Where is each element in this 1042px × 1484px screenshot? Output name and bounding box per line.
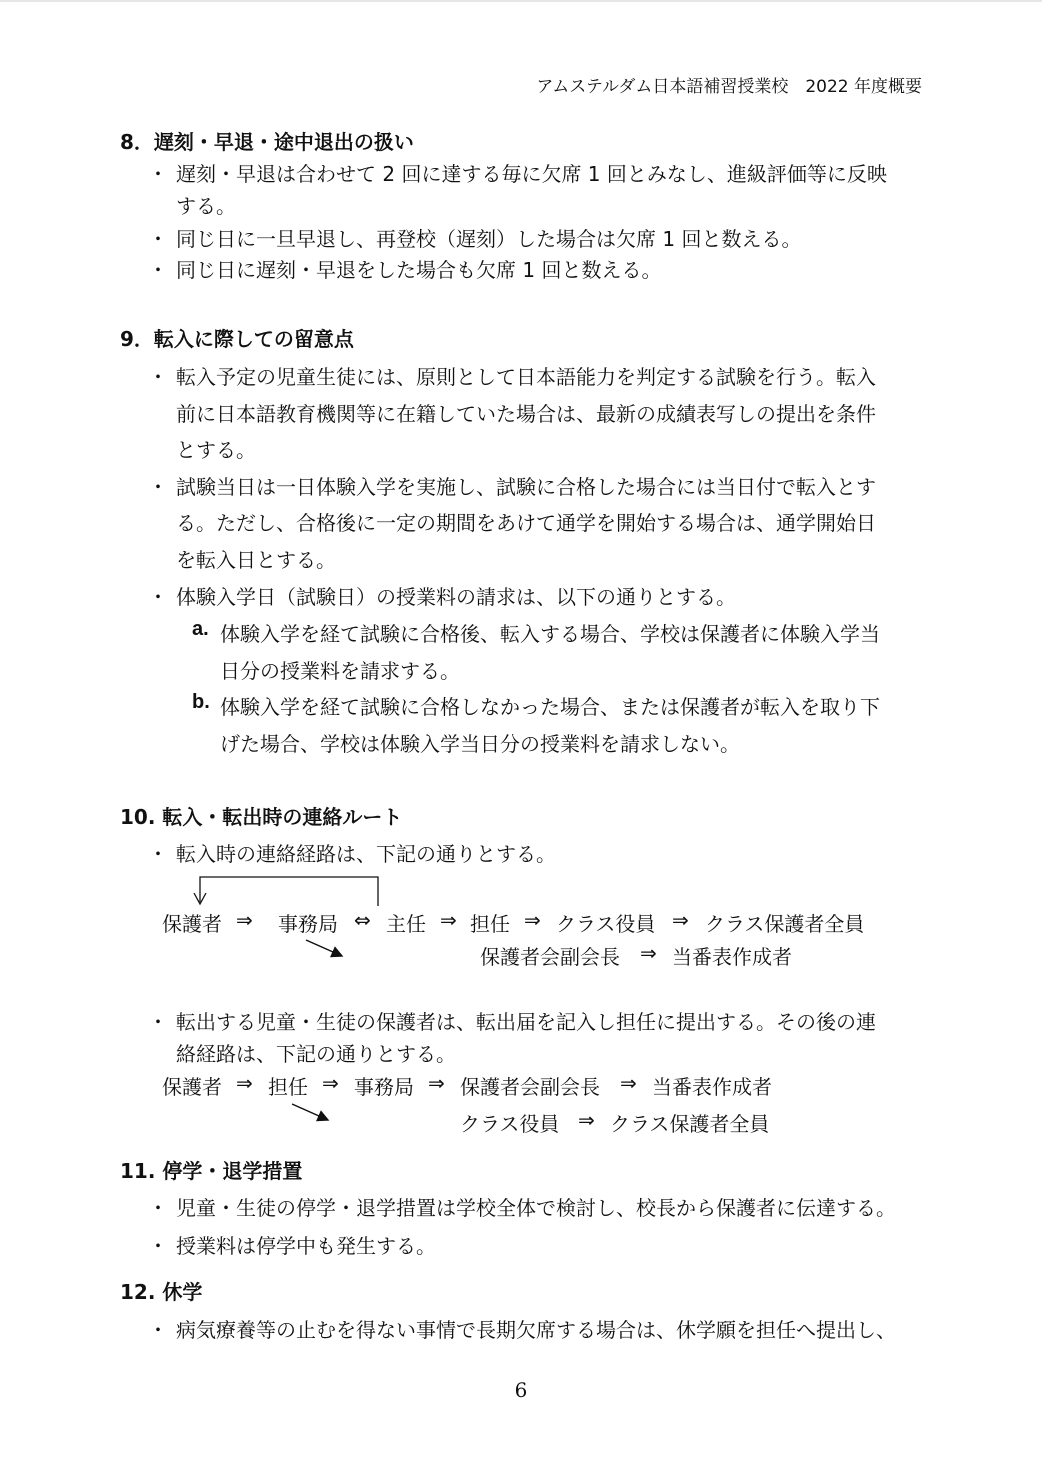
list-item: 転出する児童・生徒の保護者は、転出届を記入し担任に提出する。その後の連 (176, 1010, 876, 1034)
arrow-icon: ⇒ (672, 908, 689, 932)
flow-node: 担任 (268, 1075, 308, 1099)
subitem: 体験入学を経て試験に合格後、転入する場合、学校は保護者に体験入学当 (220, 622, 880, 646)
list-item-cont: 前に日本語教育機関等に在籍していた場合は、最新の成績表写しの提出を条件 (176, 402, 876, 426)
flow-node: 事務局 (354, 1075, 414, 1099)
flow-node: クラス役員 (556, 912, 656, 936)
bullet: ・ (148, 365, 168, 389)
page-header: アムステルダム日本語補習授業校 2022 年度概要 (536, 77, 922, 97)
flow-node: 当番表作成者 (652, 1075, 772, 1099)
flow-node: 保護者会副会長 (480, 945, 620, 969)
flow-node: 当番表作成者 (672, 945, 792, 969)
arrow-icon: ⇒ (578, 1108, 595, 1132)
flow-node: 保護者 (162, 1075, 222, 1099)
bullet: ・ (148, 1010, 168, 1034)
arrow-icon: ⇒ (524, 908, 541, 932)
bullet: ・ (148, 227, 168, 251)
bullet: ・ (148, 1196, 168, 1220)
list-item: 体験入学日（試験日）の授業料の請求は、以下の通りとする。 (176, 585, 736, 609)
diagonal-arrow (306, 940, 342, 956)
arrow-icon: ⇒ (428, 1071, 445, 1095)
arrow-icon: ⇒ (322, 1071, 339, 1095)
bullet: ・ (148, 162, 168, 186)
arrow-icon: ⇒ (640, 941, 657, 965)
subitem-cont: げた場合、学校は体験入学当日分の授業料を請求しない。 (220, 732, 740, 756)
list-item-cont: 絡経路は、下記の通りとする。 (176, 1042, 456, 1066)
arrow-icon: ⇒ (236, 1071, 253, 1095)
flow-node: 主任 (386, 912, 426, 936)
arrow-icon: ⇒ (236, 908, 253, 932)
list-item: 遅刻・早退は合わせて 2 回に達する毎に欠席 1 回とみなし、進級評価等に反映 (176, 162, 887, 186)
flow-node: クラス役員 (460, 1112, 560, 1136)
bullet: ・ (148, 475, 168, 499)
flow-node: 保護者 (162, 912, 222, 936)
list-item: 転入予定の児童生徒には、原則として日本語能力を判定する試験を行う。転入 (176, 365, 876, 389)
section-8-title: 8．遅刻・早退・途中退出の扱い (120, 130, 414, 154)
bullet: ・ (148, 585, 168, 609)
list-item: 病気療養等の止むを得ない事情で長期欠席する場合は、休学願を担任へ提出し、 (176, 1318, 896, 1342)
diagonal-arrow (292, 1104, 328, 1120)
arrow-icon: ⇒ (440, 908, 457, 932)
page-number: 6 (514, 1378, 528, 1402)
bullet: ・ (148, 842, 168, 866)
double-arrow-icon: ⇔ (354, 908, 371, 932)
bullet: ・ (148, 1318, 168, 1342)
flow-node: 担任 (470, 912, 510, 936)
flow-node: クラス保護者全員 (610, 1112, 770, 1136)
list-item-cont: る。ただし、合格後に一定の期間をあけて通学を開始する場合は、通学開始日 (176, 511, 876, 535)
bullet: ・ (148, 258, 168, 282)
subitem-label: b. (192, 691, 210, 713)
list-item: 同じ日に遅刻・早退をした場合も欠席 1 回と数える。 (176, 258, 662, 282)
section-9-title: 9．転入に際しての留意点 (120, 327, 354, 351)
list-item: 試験当日は一日体験入学を実施し、試験に合格した場合には当日付で転入とす (176, 475, 876, 499)
return-connector (200, 877, 378, 906)
list-item: 同じ日に一旦早退し、再登校（遅刻）した場合は欠席 1 回と数える。 (176, 227, 802, 251)
section-12-title: 12. 休学 (120, 1280, 203, 1304)
subitem-label: a. (192, 618, 209, 640)
list-item-cont: を転入日とする。 (176, 548, 336, 572)
subitem-cont: 日分の授業料を請求する。 (220, 659, 460, 683)
flow-node: クラス保護者全員 (705, 912, 865, 936)
list-item-cont: する。 (176, 194, 236, 218)
subitem: 体験入学を経て試験に合格しなかった場合、または保護者が転入を取り下 (220, 695, 880, 719)
list-item-cont: とする。 (176, 438, 256, 462)
bullet: ・ (148, 1234, 168, 1258)
arrow-icon: ⇒ (620, 1071, 637, 1095)
flow-node: 事務局 (278, 912, 338, 936)
list-item: 児童・生徒の停学・退学措置は学校全体で検討し、校長から保護者に伝達する。 (176, 1196, 896, 1220)
list-item: 授業料は停学中も発生する。 (176, 1234, 436, 1258)
flow-node: 保護者会副会長 (460, 1075, 600, 1099)
list-item: 転入時の連絡経路は、下記の通りとする。 (176, 842, 556, 866)
section-10-title: 10. 転入・転出時の連絡ルート (120, 805, 403, 829)
section-11-title: 11. 停学・退学措置 (120, 1159, 303, 1183)
